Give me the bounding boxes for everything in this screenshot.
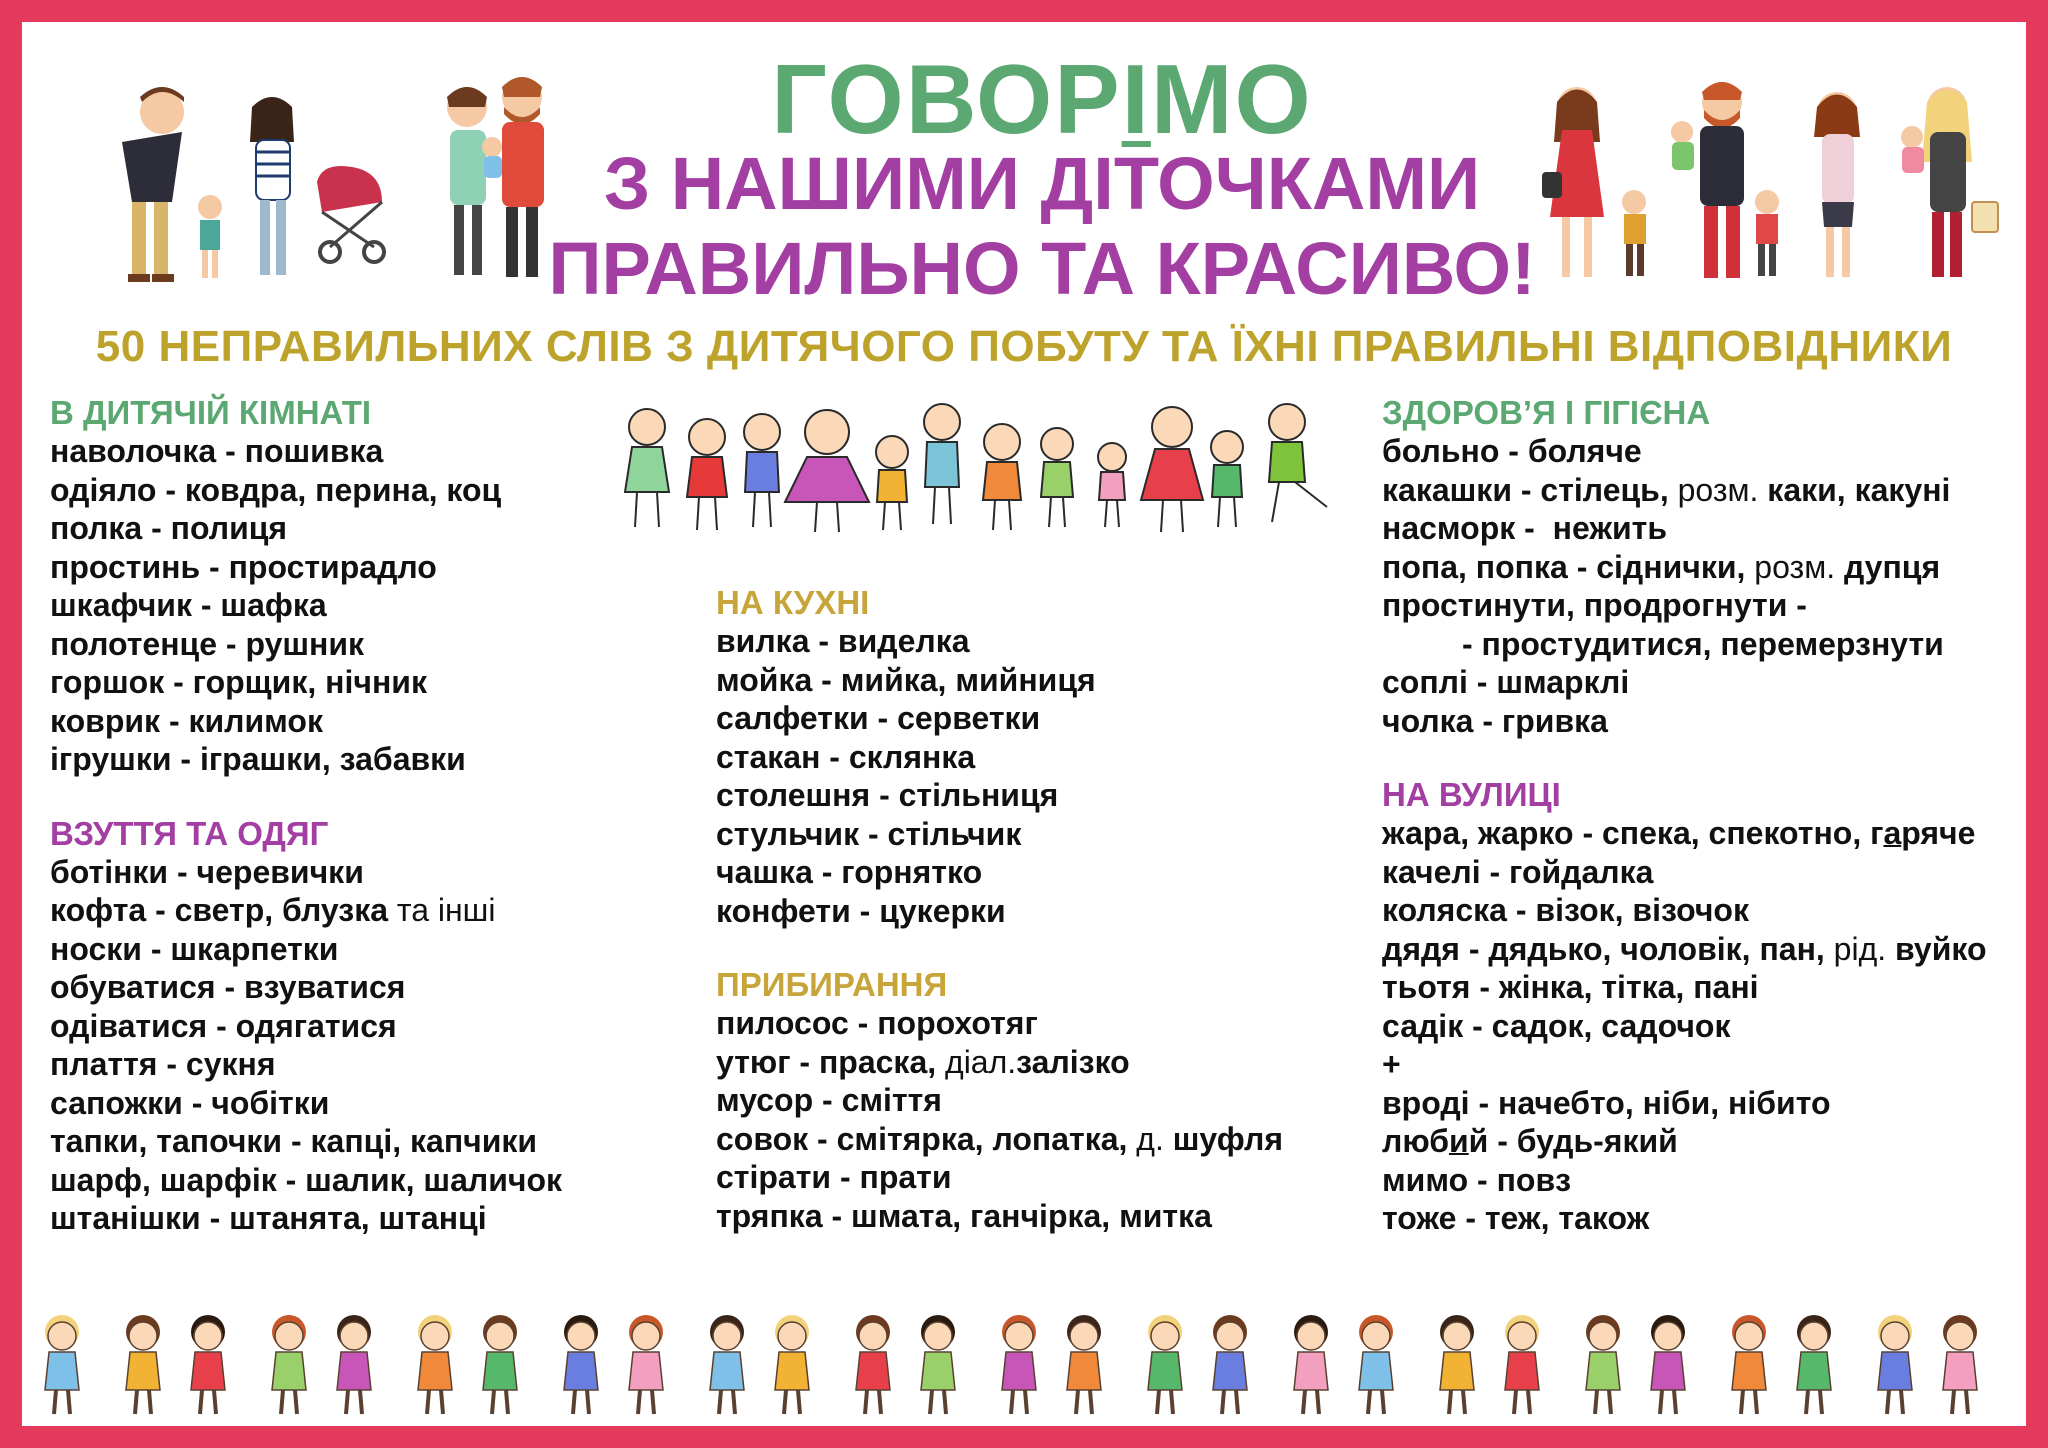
child-figure <box>710 1315 744 1414</box>
word-list <box>716 622 1396 930</box>
word-pair-text: утюг - праска, <box>716 1043 946 1080</box>
word-pair: насморк - нежить <box>1382 510 1668 546</box>
word-pair <box>1382 471 2012 510</box>
word-pair: одіватися - одягатися <box>50 1007 397 1044</box>
child-figure <box>337 1315 371 1414</box>
word-list <box>50 432 690 779</box>
section-clothes <box>50 815 690 1238</box>
word-pair-text: попа, попка - сіднички, <box>1382 548 1755 585</box>
note-text: д. <box>1136 1120 1164 1157</box>
title-part: МО <box>1150 44 1313 154</box>
word-pair: чашка - горнятко <box>716 854 983 890</box>
section-heading: ЗДОРОВ’Я І ГІГІЄНА <box>1382 394 1711 431</box>
word-pair: горшок - горщик, нічник <box>50 664 427 700</box>
child-figure <box>1943 1315 1977 1414</box>
word-pair-text: жара, жарко - спека, спекотно, г <box>1382 815 1884 851</box>
child-figure <box>1440 1315 1474 1414</box>
section-heading: ПРИБИРАННЯ <box>716 966 948 1003</box>
word-list <box>1382 814 2012 1238</box>
title-line-2: З НАШИМИ ДІТОЧКАМИ <box>603 142 1481 225</box>
note-text: діал. <box>945 1043 1017 1080</box>
child-figure <box>921 1315 955 1414</box>
child-figure <box>418 1315 452 1414</box>
child-figure <box>1359 1315 1393 1414</box>
word-pair-text: залізко <box>1016 1043 1130 1080</box>
word-pair <box>716 1120 1396 1159</box>
word-pair-text: шуфля <box>1163 1120 1283 1157</box>
word-pair: тоже - теж, також <box>1382 1200 1650 1236</box>
child-figure <box>1878 1315 1912 1414</box>
child-figure <box>1586 1315 1620 1414</box>
child-figure <box>564 1315 598 1414</box>
word-pair: соплі - шмарклі <box>1382 664 1630 700</box>
word-pair: мойка - мийка, мийниця <box>716 661 1096 698</box>
word-pair-text: люб <box>1382 1123 1449 1159</box>
family-illustration-left <box>52 52 572 292</box>
section-kids-room <box>50 394 690 779</box>
title-underlined-letter: І <box>1121 44 1151 154</box>
word-pair-text: й - будь-який <box>1468 1123 1678 1159</box>
child-figure <box>45 1315 79 1414</box>
word-pair-text: ряче <box>1901 815 1976 851</box>
section-heading: В ДИТЯЧІЙ КІМНАТІ <box>50 394 372 431</box>
child-figure <box>1651 1315 1685 1414</box>
child-figure <box>1067 1315 1101 1414</box>
child-figure <box>1213 1315 1247 1414</box>
section-cleaning <box>716 966 1396 1235</box>
word-pair: одіяло - ковдра, перина, коц <box>50 471 502 508</box>
child-figure <box>272 1315 306 1414</box>
note-text: та інші <box>388 892 496 928</box>
stress-letter: а <box>1883 815 1902 851</box>
child-figure <box>1732 1315 1766 1414</box>
word-pair: салфетки - серветки <box>716 700 1041 736</box>
note-text: розм. <box>1754 548 1836 585</box>
word-pair <box>1382 1122 2012 1161</box>
word-pair: мусор - сміття <box>716 1082 942 1118</box>
children-row-illustration <box>22 1302 2026 1426</box>
section-health <box>1382 394 2012 740</box>
child-figure <box>483 1315 517 1414</box>
child-figure <box>1294 1315 1328 1414</box>
word-pair-text: совок - смітярка, лопатка, <box>716 1120 1137 1157</box>
column-left <box>50 394 690 1274</box>
child-figure <box>1505 1315 1539 1414</box>
word-pair <box>1382 930 2012 969</box>
child-figure <box>1148 1315 1182 1414</box>
child-figure <box>1002 1315 1036 1414</box>
word-pair: штанішки - штанята, штанці <box>50 1200 487 1236</box>
column-middle <box>716 584 1396 1271</box>
word-pair-text: какашки - стілець, <box>1382 471 1678 508</box>
word-pair: ботінки - черевички <box>50 853 364 890</box>
word-pair: конфети - цукерки <box>716 892 1006 929</box>
word-pair: мимо - повз <box>1382 1161 1572 1198</box>
word-pair: тапки, тапочки - капці, капчики <box>50 1123 538 1159</box>
word-pair: шкафчик - шафка <box>50 587 327 623</box>
title-part: ГОВОР <box>771 44 1122 154</box>
child-figure <box>856 1315 890 1414</box>
subtitle: 50 НЕПРАВИЛЬНИХ СЛІВ З ДИТЯЧОГО ПОБУТУ ТА ЇХНІ ПРАВИЛЬНІ ВІДПОВІДНИКИ <box>95 322 1953 371</box>
title-line-1 <box>542 44 1542 154</box>
word-pair: полка - полиця <box>50 510 288 546</box>
word-pair: стакан - склянка <box>716 738 976 775</box>
word-pair: обуватися - взуватися <box>50 969 406 1005</box>
word-pair: стірати - прати <box>716 1159 952 1195</box>
word-pair: стульчик - стільчик <box>716 815 1022 852</box>
word-pair <box>1382 625 2012 664</box>
word-pair: тряпка - шмата, ганчірка, митка <box>716 1197 1212 1234</box>
word-pair: столешня - стільниця <box>716 777 1059 813</box>
child-figure <box>126 1315 160 1414</box>
dancing-children-illustration <box>607 382 1377 547</box>
header <box>22 22 2026 322</box>
word-pair: ігрушки - іграшки, забавки <box>50 741 466 777</box>
section-heading: ВЗУТТЯ ТА ОДЯГ <box>50 814 329 852</box>
word-list <box>50 853 690 1238</box>
section-street <box>1382 776 2012 1238</box>
family-illustration-right <box>1522 52 2012 292</box>
word-pair: вроді - начебто, ніби, нібито <box>1382 1084 1831 1121</box>
word-pair-text: - простудитися, перемерзнути <box>1462 625 1944 662</box>
plus-sign: + <box>1382 1046 1401 1082</box>
word-pair: наволочка - пошивка <box>50 433 384 469</box>
section-heading: НА ВУЛИЦІ <box>1382 776 1561 813</box>
word-pair: больно - боляче <box>1382 433 1642 469</box>
word-pair: плаття - сукня <box>50 1046 276 1082</box>
note-text: рід. <box>1833 930 1887 967</box>
child-figure <box>191 1315 225 1414</box>
child-figure <box>629 1315 663 1414</box>
word-pair: шарф, шарфік - шалик, шаличок <box>50 1161 563 1198</box>
word-pair: садік - садок, садочок <box>1382 1007 1731 1044</box>
word-pair: тьотя - жінка, тітка, пані <box>1382 969 1759 1005</box>
word-pair: носки - шкарпетки <box>50 930 339 967</box>
word-pair: сапожки - чобітки <box>50 1084 330 1121</box>
word-pair-text: дупця <box>1835 548 1941 585</box>
word-pair: вилка - виделка <box>716 623 970 659</box>
stress-letter: и <box>1449 1123 1469 1159</box>
section-heading: НА КУХНІ <box>716 584 870 621</box>
word-pair: чолка - гривка <box>1382 702 1608 739</box>
title-line-3: ПРАВИЛЬНО ТА КРАСИВО! <box>548 227 1536 310</box>
word-pair <box>1382 814 2012 853</box>
word-list <box>716 1004 1396 1235</box>
poster <box>22 22 2026 1426</box>
word-pair <box>716 1043 1396 1082</box>
word-pair: коврик - килимок <box>50 702 323 739</box>
word-pair: простинь - простирадло <box>50 548 437 585</box>
note-text: розм. <box>1677 471 1759 508</box>
word-pair: качелі - гойдалка <box>1382 853 1654 890</box>
word-pair: полотенце - рушник <box>50 625 365 662</box>
word-pair-text: каки, какуні <box>1758 471 1951 508</box>
word-pair: пилосос - порохотяг <box>716 1005 1038 1041</box>
section-kitchen <box>716 584 1396 930</box>
word-pair <box>50 891 690 930</box>
word-list <box>1382 432 2012 740</box>
word-pair: коляска - візок, візочок <box>1382 892 1749 928</box>
word-pair-text: дядя - дядько, чоловік, пан, <box>1382 930 1834 967</box>
word-pair <box>1382 548 2012 587</box>
word-pair-text: кофта - светр, блузка <box>50 892 389 928</box>
word-pair-text: вуйко <box>1886 930 1987 967</box>
word-pair: простинути, продрогнути - <box>1382 587 1807 623</box>
child-figure <box>1797 1315 1831 1414</box>
child-figure <box>775 1315 809 1414</box>
column-right <box>1382 394 2012 1274</box>
